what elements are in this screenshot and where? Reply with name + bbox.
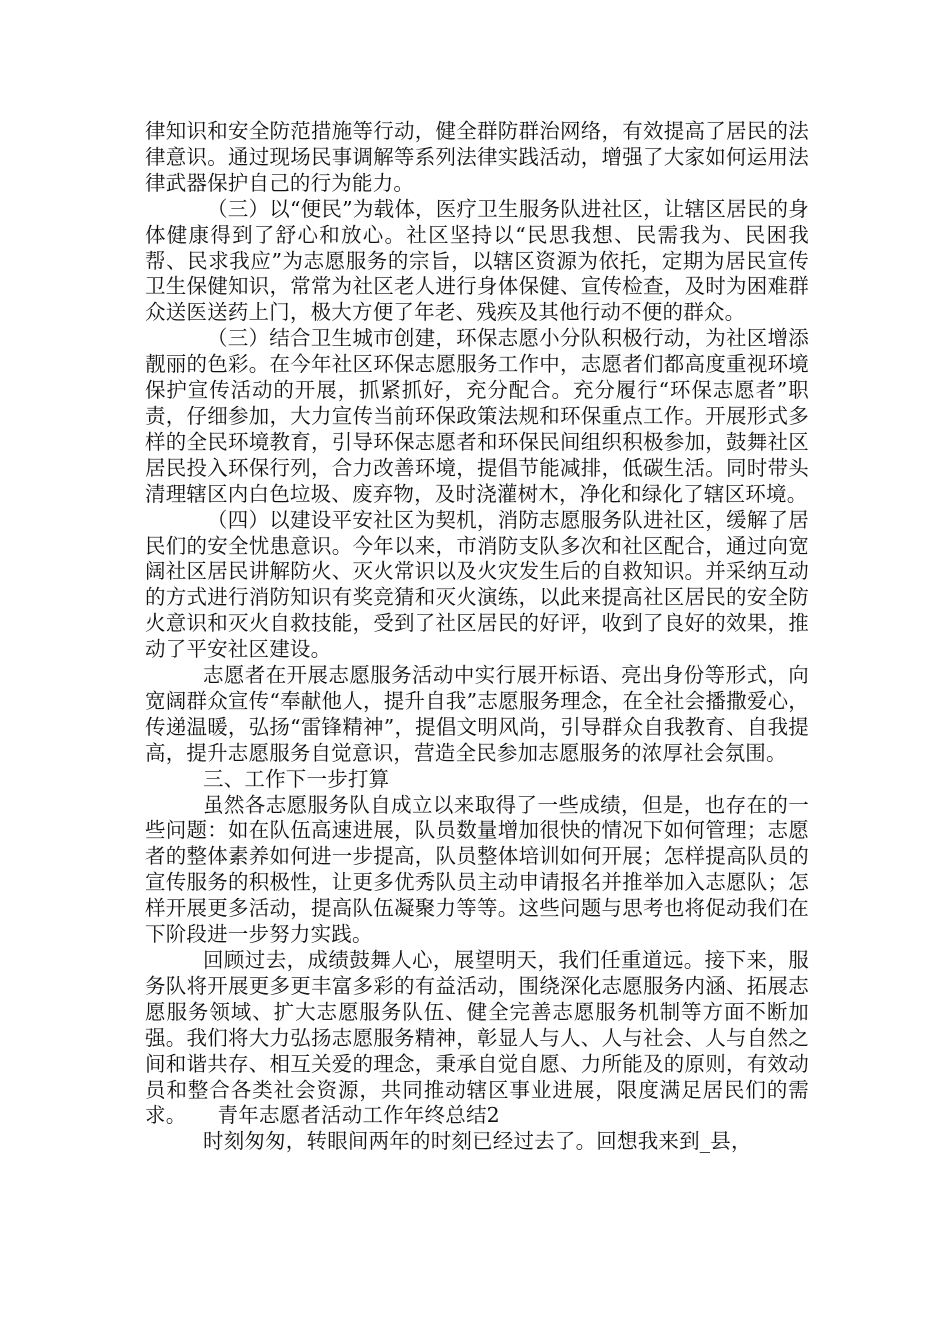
paragraph-fire-safety-service: （四）以建设平安社区为契机，消防志愿服务队进社区，缓解了居民们的安全忧患意识。今年以来，市消防支队多次和社区配合，通过向宽阔社区居民讲解防火、灭火常识以及火灾发生后的自救知识。并采纳互动的方式进行消防知识有奖竞猜和灭火演练，以此来提高社区居民的安全防火意识和灭火自救技能，受到了社区居民的好评，收到了良好的效果，推动了平安社区建设。 bbox=[145, 507, 809, 662]
paragraph-environmental-service: （三）结合卫生城市创建，环保志愿小分队积极行动，为社区增添靓丽的色彩。在今年社区环保志愿服务工作中，志愿者们都高度重视环境保护宣传活动的开展，抓紧抓好，充分配合。充分履行“环保志愿者”职责，仔细参加，大力宣传当前环保政策法规和环保重点工作。开展形式多样的全民环境教育，引导环保志愿者和环保民间组织积极参加，鼓舞社区居民投入环保行列，合力改善环境，提倡节能减排，低碳生活。同时带头清理辖区内白色垃圾、废弃物，及时浇灌树木，净化和绿化了辖区环境。 bbox=[145, 326, 809, 506]
paragraph-existing-problems: 虽然各志愿服务队自成立以来取得了一些成绩，但是，也存在的一些问题：如在队伍高速进展，队员数量增加很快的情况下如何管理；志愿者的整体素养如何进一步提高，队员整体培训如何开展；怎样提高队员的宣传服务的积极性，让更多优秀队员主动申请报名并推举加入志愿队；怎样开展更多活动，提高队伍凝聚力等等。这些问题与思考也将促动我们在下阶段进一步努力实践。 bbox=[145, 792, 809, 947]
section-heading-next-steps: 三、工作下一步打算 bbox=[203, 766, 390, 791]
paragraph-legal-awareness: 律知识和安全防范措施等行动，健全群防群治网络，有效提高了居民的法律意识。通过现场民事调解等系列法律实践活动，增强了大家如何运用法律武器保护自己的行为能力。 bbox=[145, 119, 809, 195]
document-body bbox=[145, 119, 809, 1155]
paragraph-volunteer-promotion: 志愿者在开展志愿服务活动中实行展开标语、亮出身份等形式，向宽阔群众宣传“奉献他人，提升自我”志愿服务理念，在全社会播撒爱心，传递温暖，弘扬“雷锋精神”，提倡文明风尚，引导群众自我教育、自我提高，提升志愿服务自觉意识，营造全民参加志愿服务的浓厚社会氛围。 bbox=[145, 663, 809, 765]
paragraph-looking-ahead: 回顾过去，成绩鼓舞人心，展望明天，我们任重道远。接下来，服务队将开展更多更丰富多彩的有益活动，围绕深化志愿服务内涵、拓展志愿服务领域、扩大志愿服务队伍、健全完善志愿服务机制等方面不断加强。我们将大力弘扬志愿服务精神，彰显人与人、人与社会、人与自然之间和谐共存、相互关爱的理念，秉承自觉自愿、力所能及的原则，有效动员和整合各类社会资源，共同推动辖区事业进展，限度满足居民们的需求。 青年志愿者活动工作年终总结2 bbox=[145, 948, 809, 1128]
paragraph-medical-service: （三）以“便民”为载体，医疗卫生服务队进社区，让辖区居民的身体健康得到了舒心和放心。社区坚持以“民思我想、民需我为、民困我帮、民求我应”为志愿服务的宗旨，以辖区资源为依托，定期为居民宣传卫生保健知识，常常为社区老人进行身体保健、宣传检查，及时为困难群众送医送药上门，极大方便了年老、残疾及其他行动不便的群众。 bbox=[145, 196, 809, 325]
paragraph-second-report-opening: 时刻匆匆，转眼间两年的时刻已经过去了。回想我来到_县， bbox=[203, 1129, 752, 1154]
